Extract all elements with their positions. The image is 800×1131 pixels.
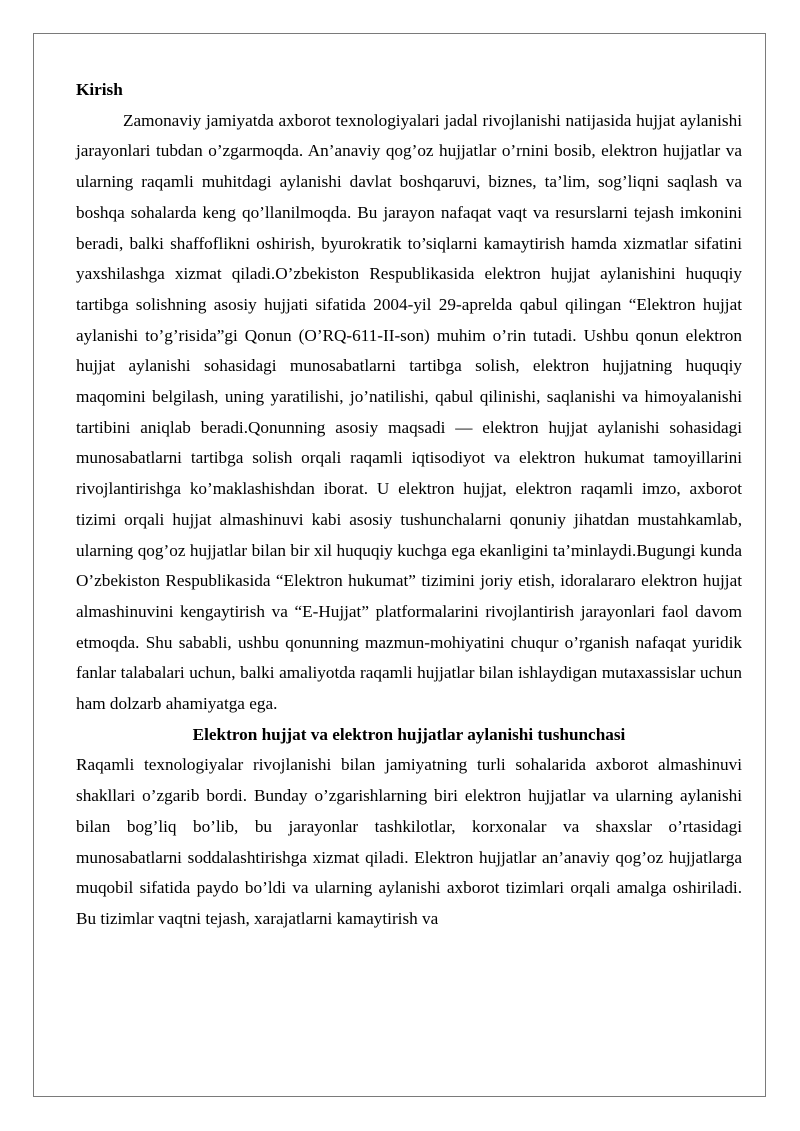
intro-paragraph: Zamonaviy jamiyatda axborot texnologiyalari jadal rivojlanishi natijasida hujjat aylanishi jarayonlari tubdan o’zgarmoqda. An’anaviy qog’oz hujjatlar o’rnini bosib, elektron hujjatlar va ularning raqamli muhitdagi aylanishi davlat boshqaruvi, biznes, ta’lim, sog’liqni saqlash va boshqa sohalarda keng qo’llanilmoqda. Bu jarayon nafaqat vaqt va resurslarni tejash imkonini beradi, balki shaffoflikni oshirish, byurokratik to’siqlarni kamaytirish hamda xizmatlar sifatini yaxshilashga xizmat qiladi.O’zbekiston Respublikasida elektron hujjat aylanishini huquqiy tartibga solishning asosiy hujjati sifatida 2004-yil 29-aprelda qabul qilingan “Elektron hujjat aylanishi to’g’risida”gi Qonun (O’RQ-611-II-son) muhim o’rin tutadi. Ushbu qonun elektron hujjat aylanishi sohasidagi munosabatlarni tartibga solish, elektron hujjatning huquqiy maqomini belgilash, uning yaratilishi, jo’natilishi, qabul qilinishi, saqlanishi va himoyalanishi tartibini aniqlab beradi.Qonunning asosiy maqsadi — elektron hujjat aylanishi sohasidagi munosabatlarni tartibga solish orqali raqamli iqtisodiyot va elektron hukumat tamoyillarini rivojlantirishga ko’maklashishdan iborat. U elektron hujjat, elektron raqamli imzo, axborot tizimi orqali hujjat almashinuvi kabi asosiy tushunchalarni qonuniy jihatdan mustahkamlab, ularning qog’oz hujjatlar bilan bir xil huquqiy kuchga ega ekanligini ta’minlaydi.Bugungi kunda O’zbekiston Respublikasida “Elektron hukumat” tizimini joriy etish, idoralararo elektron hujjat almashinuvini kengaytirish va “E-Hujjat” platformalarini rivojlantirish jarayonlari faol davom etmoqda. Shu sababli, ushbu qonunning mazmun-mohiyatini chuqur o’rganish nafaqat yuridik fanlar talabalari uchun, balki amaliyotda raqamli hujjatlar bilan ishlaydigan mutaxassislar uchun ham dolzarb ahamiyatga ega. [76, 110, 742, 714]
heading-kirish: Kirish [76, 80, 123, 99]
section-paragraph: Raqamli texnologiyalar rivojlanishi bilan jamiyatning turli sohalarida axborot almashinuvi shakllari o’zgarib bordi. Bunday o’zgarishlarning biri elektron hujjatlar va ularning aylanishi bilan bog’liq bo’lib, bu jarayonlar tashkilotlar, korxonalar va shaxslar o’rtasidagi munosabatlarni soddalashtirishga xizmat qiladi. Elektron hujjatlar an’anaviy qog’oz hujjatlarga muqobil sifatida paydo bo’ldi va ularning aylanishi axborot tizimlari orqali amalga oshiriladi. Bu tizimlar vaqtni tejash, xarajatlarni kamaytirish va [76, 755, 742, 928]
document-body [76, 75, 742, 935]
section-heading: Elektron hujjat va elektron hujjatlar aylanishi tushunchasi [192, 724, 626, 744]
